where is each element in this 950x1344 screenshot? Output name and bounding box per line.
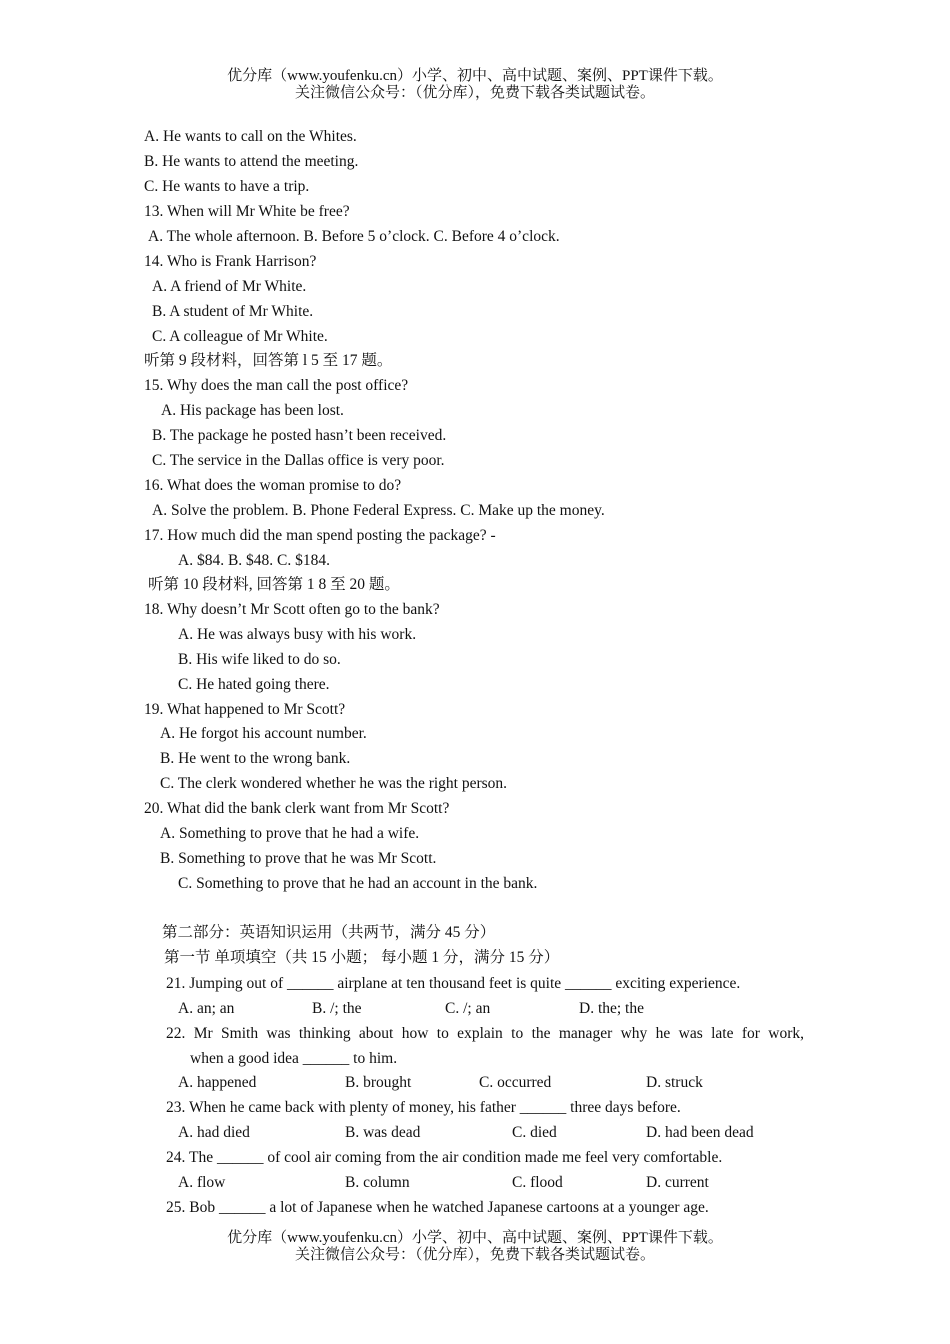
q21-option-a: A. an; an xyxy=(178,1000,235,1017)
q21-option-d: D. the; the xyxy=(579,1000,644,1017)
q19-option-c: C. The clerk wondered whether he was the right person. xyxy=(160,775,508,792)
q17-stem: 17. How much did the man spend posting the package? - xyxy=(144,527,496,544)
q18-option-c: C. He hated going there. xyxy=(178,676,330,693)
q24-option-b: B. column xyxy=(345,1174,410,1191)
q14-option-b: B. A student of Mr White. xyxy=(152,303,314,320)
q24-stem: 24. The ______ of cool air coming from the air condition made me feel very comfortable. xyxy=(166,1149,723,1166)
page-header xyxy=(0,68,950,102)
q23-option-b: B. was dead xyxy=(345,1124,421,1141)
q13-stem: 13. When will Mr White be free? xyxy=(144,203,350,220)
q24-option-a: A. flow xyxy=(178,1174,226,1191)
q22-option-c: C. occurred xyxy=(479,1074,552,1091)
q25-stem: 25. Bob ______ a lot of Japanese when he watched Japanese cartoons at a younger age. xyxy=(166,1199,709,1216)
q22-option-b: B. brought xyxy=(345,1074,412,1091)
part2-section1-title: 第一节 单项填空（共 15 小题； 每小题 1 分，满分 15 分） xyxy=(164,949,560,966)
q15-option-c: C. The service in the Dallas office is very poor. xyxy=(152,452,445,469)
page-footer xyxy=(0,1230,950,1264)
header-line-2: 关注微信公众号：（优分库），免费下载各类试题试卷。 xyxy=(294,85,655,101)
q21-option-c: C. /; an xyxy=(445,1000,491,1017)
q12-option-c: C. He wants to have a trip. xyxy=(144,178,310,195)
q18-option-a: A. He was always busy with his work. xyxy=(178,626,417,643)
q14-stem: 14. Who is Frank Harrison? xyxy=(144,253,317,270)
q21-stem: 21. Jumping out of ______ airplane at ten thousand feet is quite ______ exciting experience. xyxy=(166,975,741,992)
q18-stem: 18. Why doesn’t Mr Scott often go to the bank? xyxy=(144,601,440,618)
q14-option-c: C. A colleague of Mr White. xyxy=(152,328,328,345)
section-9-instruction: 听第 9 段材料，回答第 l 5 至 17 题。 xyxy=(144,352,393,369)
q18-option-b: B. His wife liked to do so. xyxy=(178,651,341,668)
section-10-instruction: 听第 10 段材料, 回答第 1 8 至 20 题。 xyxy=(148,576,400,593)
q22-option-d: D. struck xyxy=(646,1074,703,1091)
q13-options: A. The whole afternoon. B. Before 5 o’clock. C. Before 4 o’clock. xyxy=(148,228,560,245)
q19-stem: 19. What happened to Mr Scott? xyxy=(144,701,346,718)
footer-line-2: 关注微信公众号：（优分库），免费下载各类试题试卷。 xyxy=(294,1247,655,1263)
q24-option-c: C. flood xyxy=(512,1174,563,1191)
header-line-1: 优分库（www.youfenku.cn）小学、初中、高中试题、案例、PPT课件下载。 xyxy=(227,68,723,84)
q20-option-c: C. Something to prove that he had an account in the bank. xyxy=(178,875,538,892)
q19-option-a: A. He forgot his account number. xyxy=(160,725,367,742)
q22-option-a: A. happened xyxy=(178,1074,257,1091)
q20-option-a: A. Something to prove that he had a wife. xyxy=(160,825,420,842)
q23-option-c: C. died xyxy=(512,1124,557,1141)
q16-stem: 16. What does the woman promise to do? xyxy=(144,477,402,494)
q15-option-b: B. The package he posted hasn’t been received. xyxy=(152,427,447,444)
q17-options: A. $84. B. $48. C. $184. xyxy=(178,552,330,569)
q24-option-d: D. current xyxy=(646,1174,709,1191)
q14-option-a: A. A friend of Mr White. xyxy=(152,278,307,295)
q23-option-d: D. had been dead xyxy=(646,1124,754,1141)
part2-title: 第二部分：英语知识运用（共两节，满分 45 分） xyxy=(162,924,496,941)
q15-stem: 15. Why does the man call the post office? xyxy=(144,377,409,394)
q22-stem-line-1: 22. Mr Smith was thinking about how to explain to the manager why he was late for work, xyxy=(166,1025,804,1042)
q21-option-b: B. /; the xyxy=(312,1000,362,1017)
q23-option-a: A. had died xyxy=(178,1124,250,1141)
q19-option-b: B. He went to the wrong bank. xyxy=(160,750,351,767)
q20-option-b: B. Something to prove that he was Mr Scott. xyxy=(160,850,437,867)
q22-stem-line-2: when a good idea ______ to him. xyxy=(190,1050,398,1067)
q15-option-a: A. His package has been lost. xyxy=(161,402,344,419)
footer-line-1: 优分库（www.youfenku.cn）小学、初中、高中试题、案例、PPT课件下载。 xyxy=(227,1230,723,1246)
q12-option-b: B. He wants to attend the meeting. xyxy=(144,153,359,170)
q23-stem: 23. When he came back with plenty of money, his father ______ three days before. xyxy=(166,1099,681,1116)
q20-stem: 20. What did the bank clerk want from Mr Scott? xyxy=(144,800,450,817)
q16-options: A. Solve the problem. B. Phone Federal Express. C. Make up the money. xyxy=(152,502,605,519)
q12-option-a: A. He wants to call on the Whites. xyxy=(144,128,357,145)
